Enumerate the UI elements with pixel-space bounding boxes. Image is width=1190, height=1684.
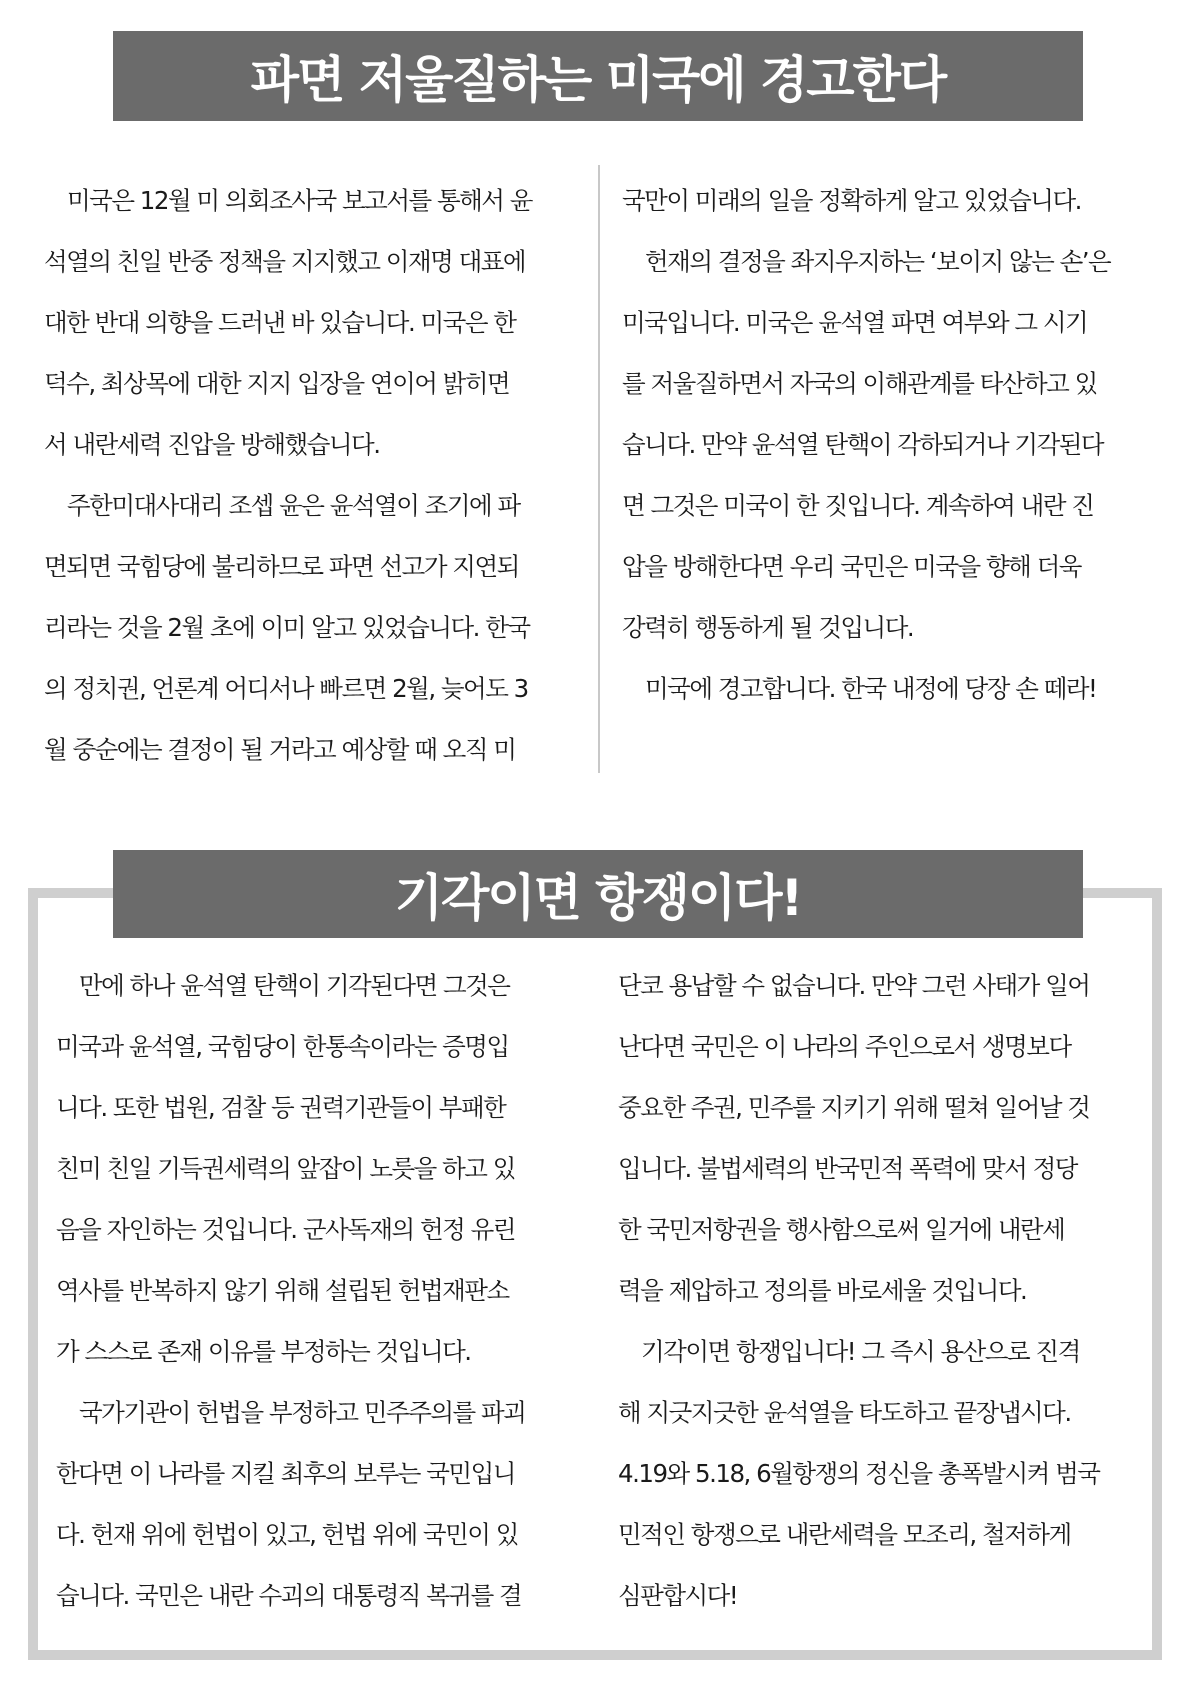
text-line: 국만이 미래의 일을 정확하게 알고 있었습니다. <box>622 186 1081 215</box>
text-line: 한 국민저항권을 행사함으로써 일거에 내란세 <box>618 1215 1065 1244</box>
text-line: 기각이면 항쟁입니다! 그 즉시 용산으로 진격 <box>618 1337 1080 1366</box>
text-line: 강력히 행동하게 될 것입니다. <box>622 613 914 642</box>
section2-right-column <box>618 955 1130 1626</box>
text-line: 다. 헌재 위에 헌법이 있고, 헌법 위에 국민이 있 <box>56 1520 518 1549</box>
text-line: 해 지긋지긋한 윤석열을 타도하고 끝장냅시다. <box>618 1398 1071 1427</box>
text-line: 가 스스로 존재 이유를 부정하는 것입니다. <box>56 1337 471 1366</box>
text-line: 석열의 친일 반중 정책을 지지했고 이재명 대표에 <box>44 247 526 276</box>
text-line: 친미 친일 기득권세력의 앞잡이 노릇을 하고 있 <box>56 1154 515 1183</box>
text-line: 면되면 국힘당에 불리하므로 파면 선고가 지연되 <box>44 552 519 581</box>
text-line: 를 저울질하면서 자국의 이해관계를 타산하고 있 <box>622 369 1097 398</box>
text-line: 습니다. 만약 윤석열 탄핵이 각하되거나 기각된다 <box>622 430 1104 459</box>
text-line: 미국입니다. 미국은 윤석열 파면 여부와 그 시기 <box>622 308 1088 337</box>
section1-left-column <box>44 170 576 780</box>
text-line: 면 그것은 미국이 한 짓입니다. 계속하여 내란 진 <box>622 491 1094 520</box>
text-line: 심판합시다! <box>618 1581 738 1610</box>
section2-title: 기각이면 항쟁이다! <box>113 850 1083 938</box>
text-line: 민적인 항쟁으로 내란세력을 모조리, 철저하게 <box>618 1520 1071 1549</box>
text-line: 중요한 주권, 민주를 지키기 위해 떨쳐 일어날 것 <box>618 1093 1090 1122</box>
text-line: 헌재의 결정을 좌지우지하는 ‘보이지 않는 손’은 <box>622 247 1111 276</box>
text-line: 리라는 것을 2월 초에 이미 알고 있었습니다. 한국 <box>44 613 530 642</box>
text-line: 덕수, 최상목에 대한 지지 입장을 연이어 밝히면 <box>44 369 510 398</box>
section1-title: 파면 저울질하는 미국에 경고한다 <box>113 31 1083 121</box>
text-line: 니다. 또한 법원, 검찰 등 권력기관들이 부패한 <box>56 1093 506 1122</box>
text-line: 4.19와 5.18, 6월항쟁의 정신을 총폭발시켜 범국 <box>618 1459 1100 1488</box>
text-line: 역사를 반복하지 않기 위해 설립된 헌법재판소 <box>56 1276 509 1305</box>
column-divider <box>598 165 600 773</box>
text-line: 력을 제압하고 정의를 바로세울 것입니다. <box>618 1276 1027 1305</box>
text-line: 월 중순에는 결정이 될 거라고 예상할 때 오직 미 <box>44 735 516 764</box>
text-line: 미국과 윤석열, 국힘당이 한통속이라는 증명입 <box>56 1032 509 1061</box>
section1-right-column <box>622 170 1150 719</box>
text-line: 미국은 12월 미 의회조사국 보고서를 통해서 윤 <box>44 186 532 215</box>
text-line: 미국에 경고합니다. 한국 내정에 당장 손 떼라! <box>622 674 1097 703</box>
text-line: 습니다. 국민은 내란 수괴의 대통령직 복귀를 결 <box>56 1581 522 1610</box>
text-line: 서 내란세력 진압을 방해했습니다. <box>44 430 380 459</box>
text-line: 주한미대사대리 조셉 윤은 윤석열이 조기에 파 <box>44 491 520 520</box>
text-line: 단코 용납할 수 없습니다. 만약 그런 사태가 일어 <box>618 971 1090 1000</box>
text-line: 입니다. 불법세력의 반국민적 폭력에 맞서 정당 <box>618 1154 1077 1183</box>
text-line: 만에 하나 윤석열 탄핵이 기각된다면 그것은 <box>56 971 510 1000</box>
text-line: 국가기관이 헌법을 부정하고 민주주의를 파괴 <box>56 1398 526 1427</box>
text-line: 난다면 국민은 이 나라의 주인으로서 생명보다 <box>618 1032 1071 1061</box>
section2-left-column <box>56 955 576 1626</box>
text-line: 한다면 이 나라를 지킬 최후의 보루는 국민입니 <box>56 1459 515 1488</box>
text-line: 의 정치권, 언론계 어디서나 빠르면 2월, 늦어도 3 <box>44 674 528 703</box>
text-line: 음을 자인하는 것입니다. 군사독재의 헌정 유린 <box>56 1215 515 1244</box>
text-line: 대한 반대 의향을 드러낸 바 있습니다. 미국은 한 <box>44 308 516 337</box>
text-line: 압을 방해한다면 우리 국민은 미국을 향해 더욱 <box>622 552 1081 581</box>
